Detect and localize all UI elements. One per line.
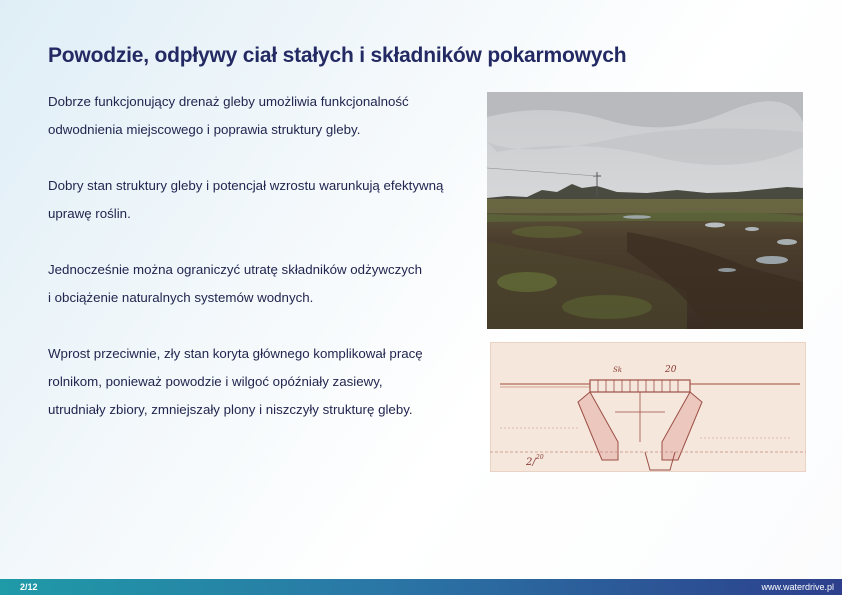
drawing-label-top2: 20 [665,365,677,375]
drawing-label-top: Sk [613,366,623,374]
page-title: Powodzie, odpływy ciał stałych i składników pokarmowych [48,44,627,67]
paragraph [48,88,478,144]
text-line: Dobry stan struktury gleby i potencjał wzrostu warunkują efektywną [48,178,444,193]
text-line: odwodnienia miejscowego i poprawia struktury gleby. [48,122,361,137]
website-url: www.waterdrive.pl [761,582,834,592]
text-line: Jednocześnie można ograniczyć utratę składników odżywczych [48,262,422,277]
text-line: Dobrze funkcjonujący drenaż gleby umożliwia funkcjonalność [48,94,409,109]
paragraph [48,172,478,228]
page-number: 2/12 [20,582,38,592]
paragraph [48,340,478,424]
text-line: Wprost przeciwnie, zły stan koryta głównego komplikował pracę [48,346,423,361]
paragraph [48,256,478,312]
text-line: rolnikom, ponieważ powodzie i wilgoć opóźniały zasiewy, [48,374,383,389]
field-photo [487,92,803,329]
text-line: i obciążenie naturalnych systemów wodnych. [48,290,314,305]
bridge-drawing [490,342,806,472]
drawing-label-left2: 20 [536,454,544,461]
body-text [48,88,478,452]
drawing-label-left: 2/ [526,457,536,468]
footer-bar [0,579,842,595]
text-line: uprawę roślin. [48,206,131,221]
text-line: utrudniały zbiory, zmniejszały plony i niszczyły strukturę gleby. [48,402,413,417]
